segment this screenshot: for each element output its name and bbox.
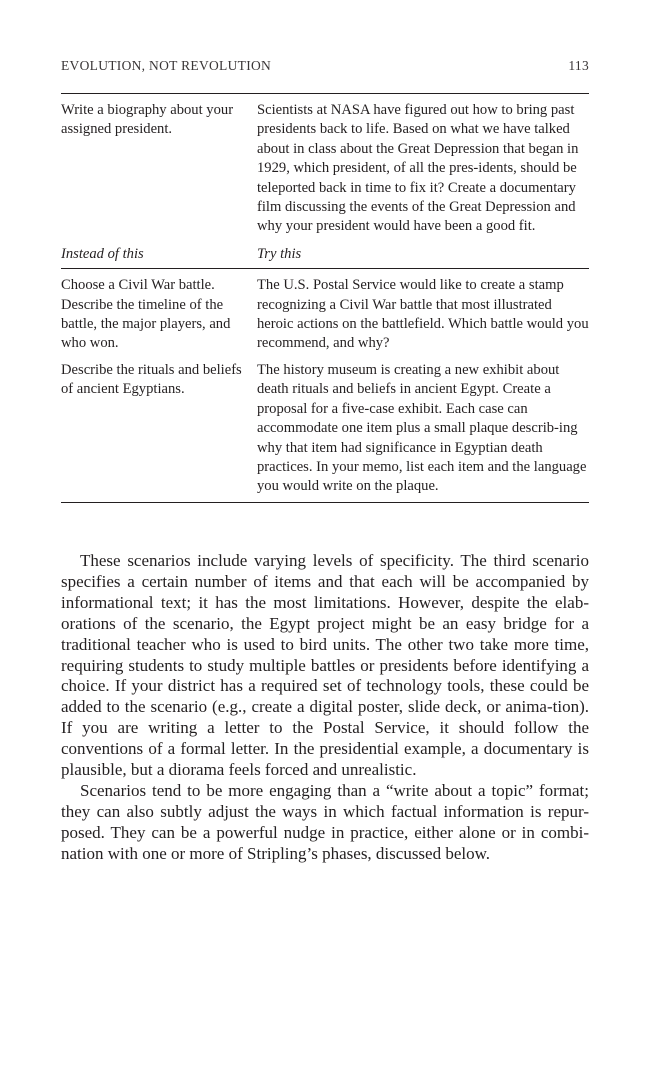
- instead-cell: Write a biography about your assigned president.: [61, 102, 234, 138]
- try-cell: The U.S. Postal Service would like to create a stamp recognizing a Civil War battle that most illustrated heroic actions on the battlefield. Which battle would you recommend, and why?: [257, 277, 589, 352]
- body-text: [61, 551, 589, 865]
- instead-cell: Describe the rituals and beliefs of ancient Egyptians.: [61, 361, 242, 398]
- body-paragraph: Scenarios tend to be more engaging than a “write about a topic” format; they can also subtly adjust the ways in which factual information is repur-posed. They can be a powerful nudge in practice, either alone or in combi-nation with one or more of Stripling’s phases, discussed below.: [61, 780, 589, 863]
- table-row: [61, 359, 589, 502]
- table-bottom-rule: [61, 502, 589, 503]
- running-head-title: EVOLUTION, NOT REVOLUTION: [61, 58, 272, 73]
- instead-header: Instead of this: [61, 245, 144, 262]
- running-head: [61, 58, 589, 78]
- table-row: [61, 94, 589, 242]
- body-paragraph: These scenarios include varying levels of specificity. The third scenario specifies a certain number of items and that each will be accompanied by informational text; it has the most limitations. However, despite the elab-orations of the scenario, the Egypt project might be an easy bridge for a traditional teacher who is used to bird units. The other two take more time, requiring students to study multiple battles or presidents before identifying a choice. If your district has a required set of technology tools, these could be added to the scenario (e.g., create a digital poster, slide deck, or anima-tion). If you are writing a letter to the Postal Service, it should follow the conventions of a formal letter. In the presidential example, a documentary is plausible, but a diorama feels forced and unrealistic.: [61, 551, 589, 780]
- comparison-table: [61, 93, 589, 503]
- table-row: [61, 269, 589, 359]
- try-header: Try this: [257, 245, 302, 262]
- instead-cell: Choose a Civil War battle. Describe the timeline of the battle, the major players, and who won.: [61, 277, 231, 352]
- try-cell: The history museum is creating a new exhibit about death rituals and beliefs in ancient Egypt. Create a proposal for a five-case exhibit. Each case can accommodate one item plus a small plaque describ-ing why that item had significance in Egyptian death practices. In your memo, list each item and the language you would write on the plaque.: [257, 361, 587, 495]
- try-cell: Scientists at NASA have figured out how to bring past presidents back to life. Based on what we have talked about in class about the Great Depression that began in 1929, which president, of all the pres-idents, should be teleported back in time to fix it? Create a documentary film discussing the events of the Great Depression and why your president would have been a good fit.: [257, 102, 579, 235]
- table-header-row: [61, 242, 589, 268]
- page-number: 113: [568, 58, 589, 73]
